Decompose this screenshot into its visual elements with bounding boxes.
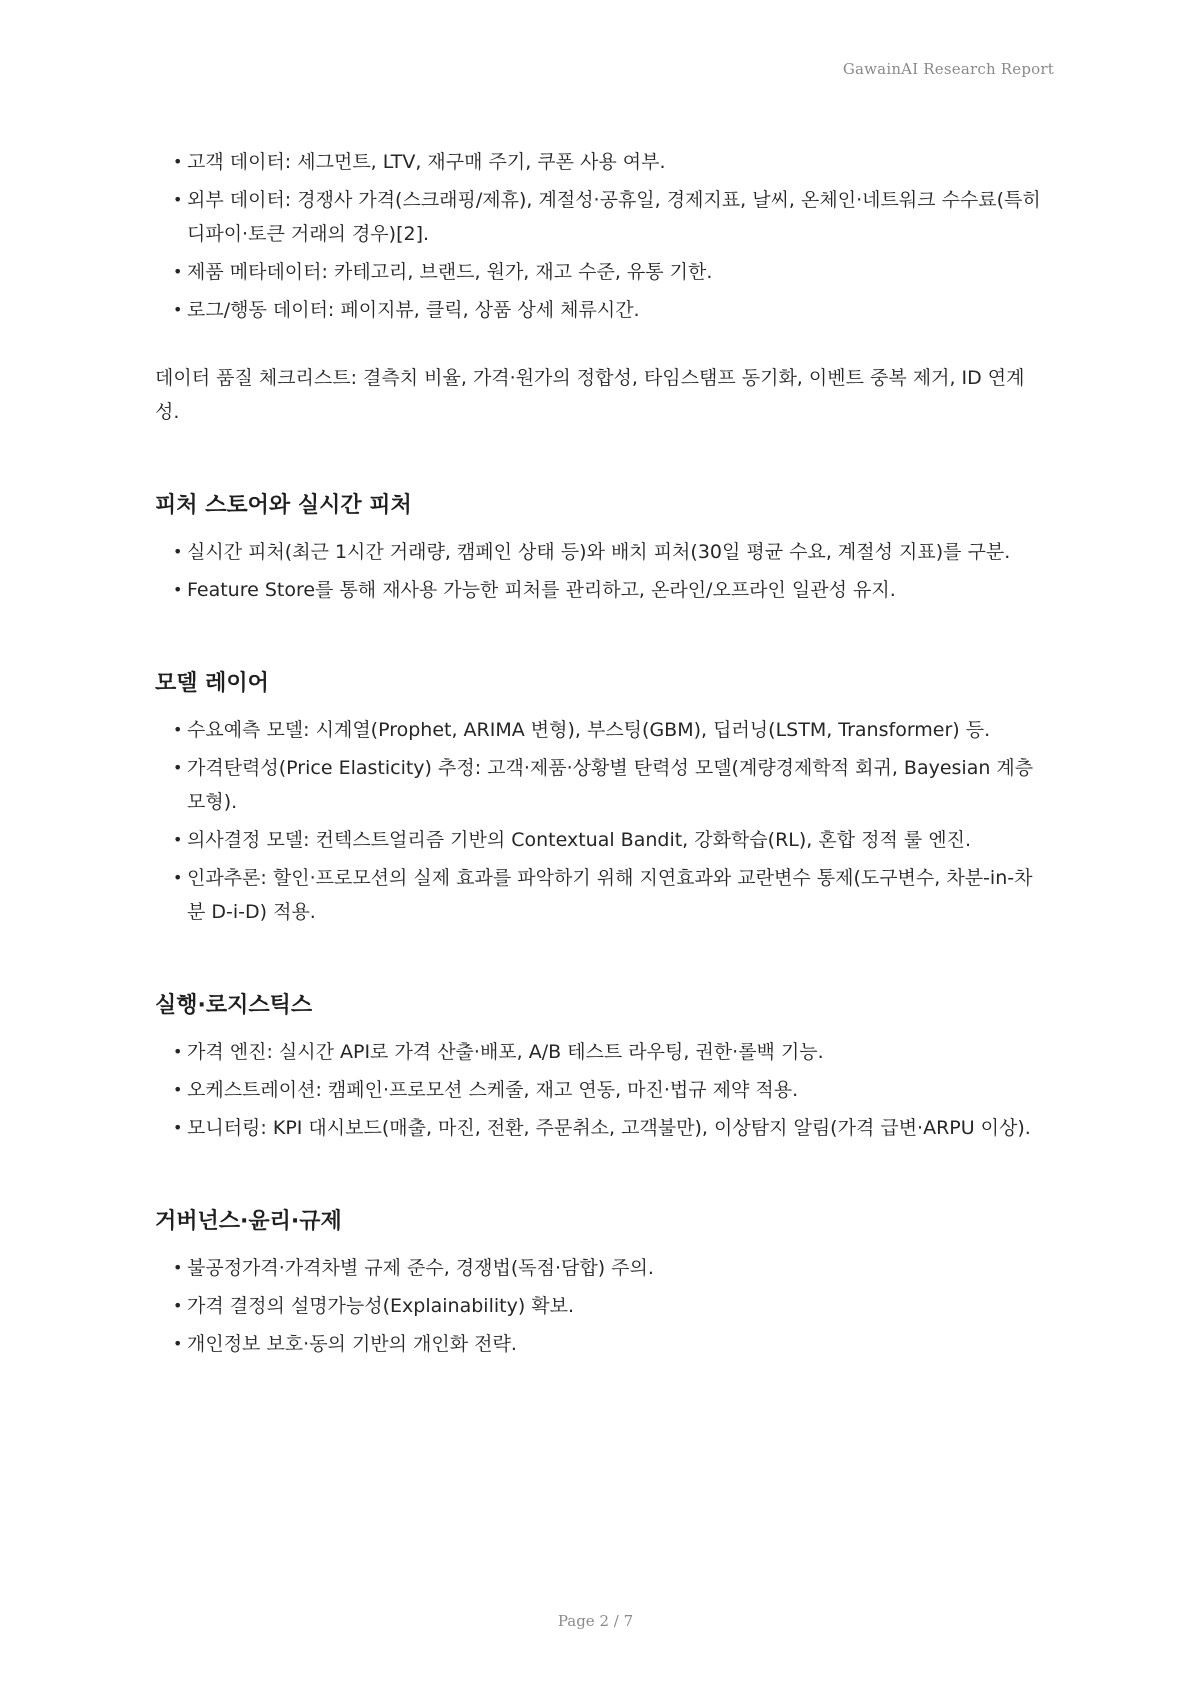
list-item: • 제품 메타데이터: 카테고리, 브랜드, 원가, 재고 수준, 유통 기한. (155, 255, 1045, 289)
model-layer-list (155, 713, 1045, 929)
bullet-icon: • (173, 152, 183, 171)
bullet-icon: • (173, 1296, 183, 1315)
list-item: • 고객 데이터: 세그먼트, LTV, 재구매 주기, 쿠폰 사용 여부. (155, 145, 1045, 179)
list-item: • 가격탄력성(Price Elasticity) 추정: 고객·제품·상황별 탄력성 모델(계량경제학적 회귀, Bayesian 계층 모형). (155, 751, 1045, 819)
bullet-icon: • (173, 1334, 183, 1353)
list-item: • 개인정보 보호·동의 기반의 개인화 전략. (155, 1327, 1045, 1361)
bullet-icon: • (173, 1080, 183, 1099)
bullet-icon: • (173, 1258, 183, 1277)
list-item: • 외부 데이터: 경쟁사 가격(스크래핑/제휴), 계절성·공휴일, 경제지표, 날씨, 온체인·네트워크 수수료(특히 디파이·토큰 거래의 경우)[2]. (155, 183, 1045, 251)
list-item: • 의사결정 모델: 컨텍스트얼리즘 기반의 Contextual Bandit, 강화학습(RL), 혼합 정적 룰 엔진. (155, 823, 1045, 857)
list-item: • 가격 엔진: 실시간 API로 가격 산출·배포, A/B 테스트 라우팅, 권한·롤백 기능. (155, 1035, 1045, 1069)
bullet-icon: • (173, 542, 183, 561)
bullet-icon: • (173, 580, 183, 599)
list-item: • 실시간 피처(최근 1시간 거래량, 캠페인 상태 등)와 배치 피처(30일 평균 수요, 계절성 지표)를 구분. (155, 535, 1045, 569)
list-item: • 가격 결정의 설명가능성(Explainability) 확보. (155, 1289, 1045, 1323)
data-quality-paragraph: 데이터 품질 체크리스트: 결측치 비율, 가격·원가의 정합성, 타임스탬프 동기화, 이벤트 중복 제거, ID 연계성. (155, 367, 1025, 423)
bullet-icon: • (173, 830, 183, 849)
execution-logistics-list (155, 1035, 1045, 1145)
section-title-feature-store: 피처 스토어와 실시간 피처 (155, 493, 412, 518)
list-item: • 오케스트레이션: 캠페인·프로모션 스케줄, 재고 연동, 마진·법규 제약 적용. (155, 1073, 1045, 1107)
list-item: • 수요예측 모델: 시계열(Prophet, ARIMA 변형), 부스팅(GBM), 딥러닝(LSTM, Transformer) 등. (155, 713, 1045, 747)
page-number: Page 2 / 7 (557, 1612, 634, 1630)
bullet-icon: • (173, 1042, 183, 1061)
feature-store-list (155, 535, 1045, 607)
section-title-governance: 거버넌스·윤리·규제 (155, 1209, 342, 1234)
list-item: • 불공정가격·가격차별 규제 준수, 경쟁법(독점·담합) 주의. (155, 1251, 1045, 1285)
bullet-icon: • (173, 868, 183, 887)
bullet-icon: • (173, 300, 183, 319)
bullet-icon: • (173, 758, 183, 777)
list-item: • 인과추론: 할인·프로모션의 실제 효과를 파악하기 위해 지연효과와 교란변수 통제(도구변수, 차분-in-차분 D-i-D) 적용. (155, 861, 1045, 929)
running-header: GawainAI Research Report (842, 60, 1054, 78)
list-item: • 모니터링: KPI 대시보드(매출, 마진, 전환, 주문취소, 고객불만), 이상탐지 알림(가격 급변·ARPU 이상). (155, 1111, 1045, 1145)
page-content (155, 145, 1045, 1365)
bullet-icon: • (173, 720, 183, 739)
data-sources-list (155, 145, 1045, 327)
section-title-execution-logistics: 실행·로지스틱스 (155, 993, 313, 1018)
bullet-icon: • (173, 262, 183, 281)
section-title-model-layer: 모델 레이어 (155, 671, 269, 696)
list-item: • 로그/행동 데이터: 페이지뷰, 클릭, 상품 상세 체류시간. (155, 293, 1045, 327)
governance-list (155, 1251, 1045, 1361)
list-item: • Feature Store를 통해 재사용 가능한 피처를 관리하고, 온라인/오프라인 일관성 유지. (155, 573, 1045, 607)
bullet-icon: • (173, 190, 183, 209)
bullet-icon: • (173, 1118, 183, 1137)
